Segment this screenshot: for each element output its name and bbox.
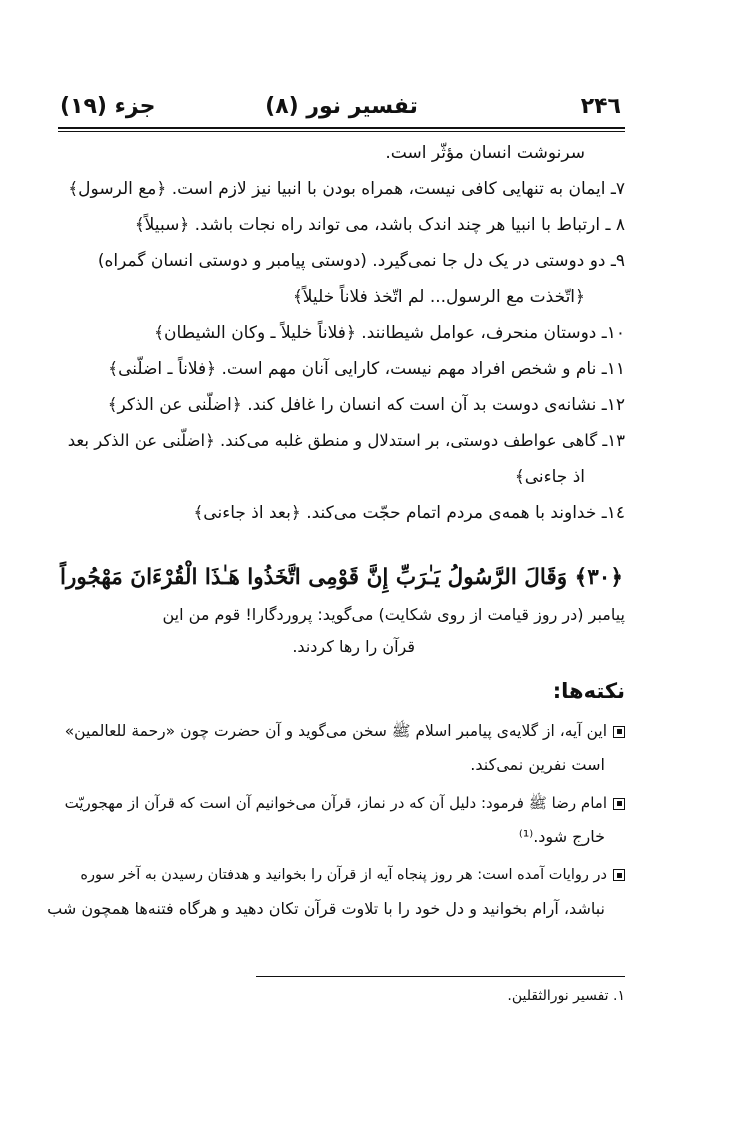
lesson-line: ۱۰ـ دوستان منحرف، عوامل شیطانند. ﴿فلاناً خلیلاً ـ وکان الشیطان﴾: [154, 323, 625, 343]
lesson-line: ۱۱ـ نام و شخص افراد مهم نیست، کارایی آنان مهم است. ﴿فلاناً ـ اضلّنی﴾: [108, 359, 625, 379]
square-bullet-icon: [613, 726, 625, 738]
lesson-line: ۱۳ـ گاهی عواطف دوستی، بر استدلال و منطق غلبه می‌کند. ﴿اضلّنی عن الذکر بعد: [67, 431, 625, 450]
verse-translation: قرآن را رها کردند.: [292, 637, 415, 656]
note-item: در روایات آمده است: هر روز پنجاه آیه از قرآن را بخوانید و هدفتان رسیدن به آخر سوره: [80, 860, 625, 890]
verse-translation: پیامبر (در روز قیامت از روی شکایت) می‌گوید: پروردگارا! قوم من این: [162, 605, 625, 624]
lesson-line: ۸ ـ ارتباط با انبیا هر چند اندک باشد، می توا‌ند راه نجات باشد. ﴿سبیلاً﴾: [134, 215, 625, 235]
part-label: جزء (۱۹): [60, 94, 156, 119]
note-item-cont: نباشد، آرام بخوانید و دل خود را با تلاوت قرآن تکان دهید و هرگاه فتنه‌ها همچون شب: [47, 899, 605, 918]
running-title: تفسیر نور (۸): [265, 94, 418, 119]
lesson-line: ۷ـ ایمان به تنهایی کافی نیست، همراه بودن با انبیا نیز لازم است. ﴿مع الرسول﴾: [68, 179, 625, 199]
footnote: ۱. تفسیر نورالثقلین.: [507, 988, 625, 1004]
page-header: [58, 92, 625, 126]
square-bullet-icon: [613, 869, 625, 881]
header-rule: [58, 127, 625, 129]
square-bullet-icon: [613, 798, 625, 810]
note-item-cont: خارج شود.⁽¹⁾: [518, 827, 605, 846]
note-item: امام رضا ﷺ فرمود: دلیل آن که در نماز، قرآن می‌خوانیم آن است که قرآن از مهجوریّت: [65, 788, 625, 818]
notes-heading: نکته‌ها:: [552, 679, 625, 703]
lesson-line: ۱٤ـ خداوند با همه‌ی مردم اتمام حجّت می‌کند. ﴿بعد اذ جاءنی﴾: [193, 503, 625, 523]
footnote-rule: [256, 976, 625, 977]
lesson-line: اذ جاءنی﴾: [514, 467, 585, 487]
lesson-line: سرنوشت انسان مؤثّر است.: [385, 143, 585, 163]
note-item-cont: است نفرین نمی‌کند.: [470, 755, 605, 774]
quran-verse: ﴿۳۰﴾ وَقَالَ الرَّسُولُ يَـٰرَبِّ إِنَّ قَوْمِى اتَّخَذُوا هَـٰذَا الْقُرْءَانَ مَهْجُوراً: [60, 565, 623, 590]
note-item: این آیه، از گلایه‌ی پیامبر اسلام ﷺ سخن می‌گوید و آن حضرت چون «رحمة للعالمین»: [65, 716, 625, 746]
page-number: ۲۴٦: [580, 94, 621, 119]
lesson-line: ﴿اتّخذت مع الرسول... لم اتّخذ فلاناً خلیلاً﴾: [292, 287, 585, 307]
lesson-line: ۱۲ـ نشانه‌ی دوست بد آن است که انسان را غافل کند. ﴿اضلّنی عن الذکر﴾: [107, 395, 625, 415]
lesson-line: ۹ـ دو دوستی در یک دل جا نمی‌گیرد. (دوستی پیامبر و دوستی انسان گمراه): [97, 251, 625, 271]
header-rule-thin: [58, 131, 625, 132]
